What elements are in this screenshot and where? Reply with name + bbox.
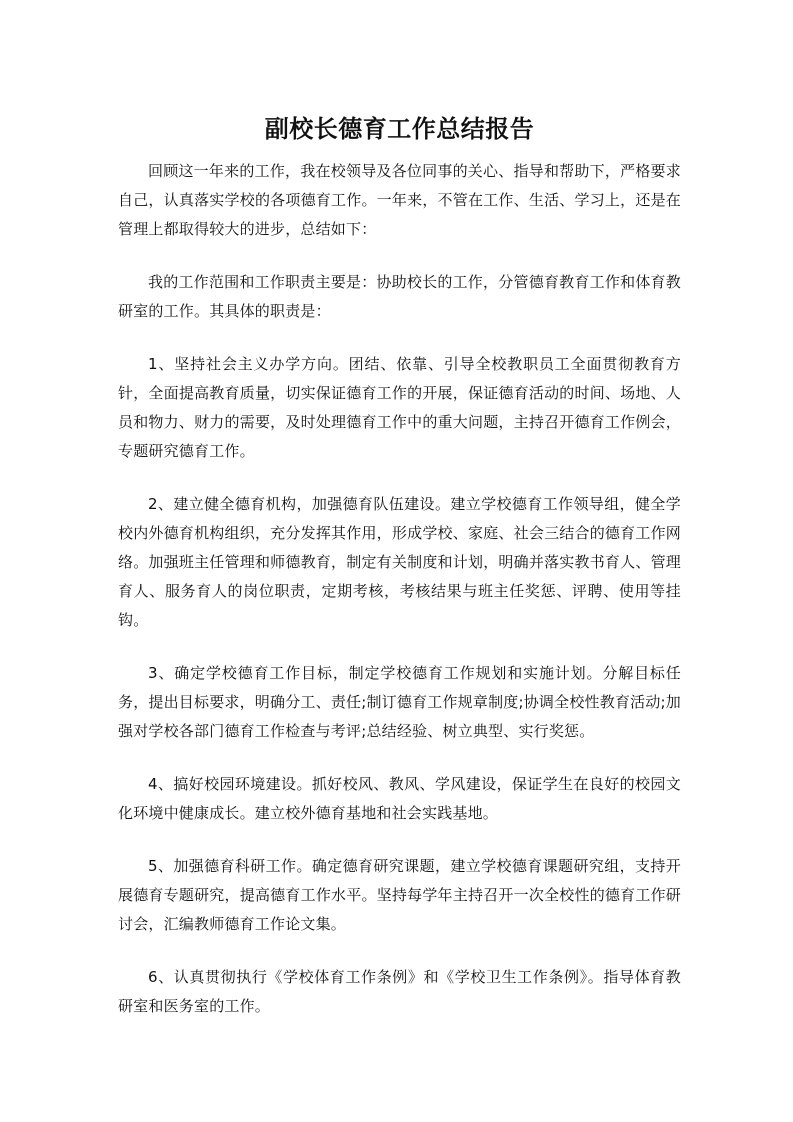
document-title: 副校长德育工作总结报告: [264, 115, 535, 143]
paragraph-item-3: 3、确定学校德育工作目标，制定学校德育工作规划和实施计划。分解目标任务，提出目标要求，明确分工、责任;制订德育工作规章制度;协调全校性教育活动;加强对学校各部门德育工作检查与考评;总结经验、树立典型、实行奖惩。: [118, 664, 681, 740]
paragraph-item-2: 2、建立健全德育机构，加强德育队伍建设。建立学校德育工作领导组，健全学校内外德育机构组织，充分发挥其作用，形成学校、家庭、社会三结合的德育工作网络。加强班主任管理和师德教育，制定有关制度和计划，明确并落实教书育人、管理育人、服务育人的岗位职责，定期考核，考核结果与班主任奖惩、评聘、使用等挂钩。: [118, 495, 681, 629]
paragraph-item-1: 1、坚持社会主义办学方向。团结、依靠、引导全校教职员工全面贯彻教育方针，全面提高教育质量，切实保证德育工作的开展，保证德育活动的时间、场地、人员和物力、财力的需要，及时处理德育工作中的重大问题，主持召开德育工作例会，专题研究德育工作。: [118, 355, 681, 460]
paragraph-intro: 回顾这一年来的工作，我在校领导及各位同事的关心、指导和帮助下，严格要求自己，认真落实学校的各项德育工作。一年来，不管在工作、生活、学习上，还是在管理上都取得较大的进步，总结如下：: [118, 162, 681, 238]
paragraph-item-6: 6、认真贯彻执行《学校体育工作条例》和《学校卫生工作条例》。指导体育教研室和医务室的工作。: [118, 968, 681, 1015]
paragraph-item-4: 4、搞好校园环境建设。抓好校风、教风、学风建设，保证学生在良好的校园文化环境中健康成长。建立校外德育基地和社会实践基地。: [118, 775, 681, 822]
paragraph-responsibilities: 我的工作范围和工作职责主要是：协助校长的工作，分管德育教育工作和体育教研室的工作。其具体的职责是：: [118, 273, 681, 320]
paragraph-item-5: 5、加强德育科研工作。确定德育研究课题，建立学校德育课题研究组，支持开展德育专题研究，提高德育工作水平。坚持每学年主持召开一次全校性的德育工作研讨会，汇编教师德育工作论文集。: [118, 857, 681, 933]
